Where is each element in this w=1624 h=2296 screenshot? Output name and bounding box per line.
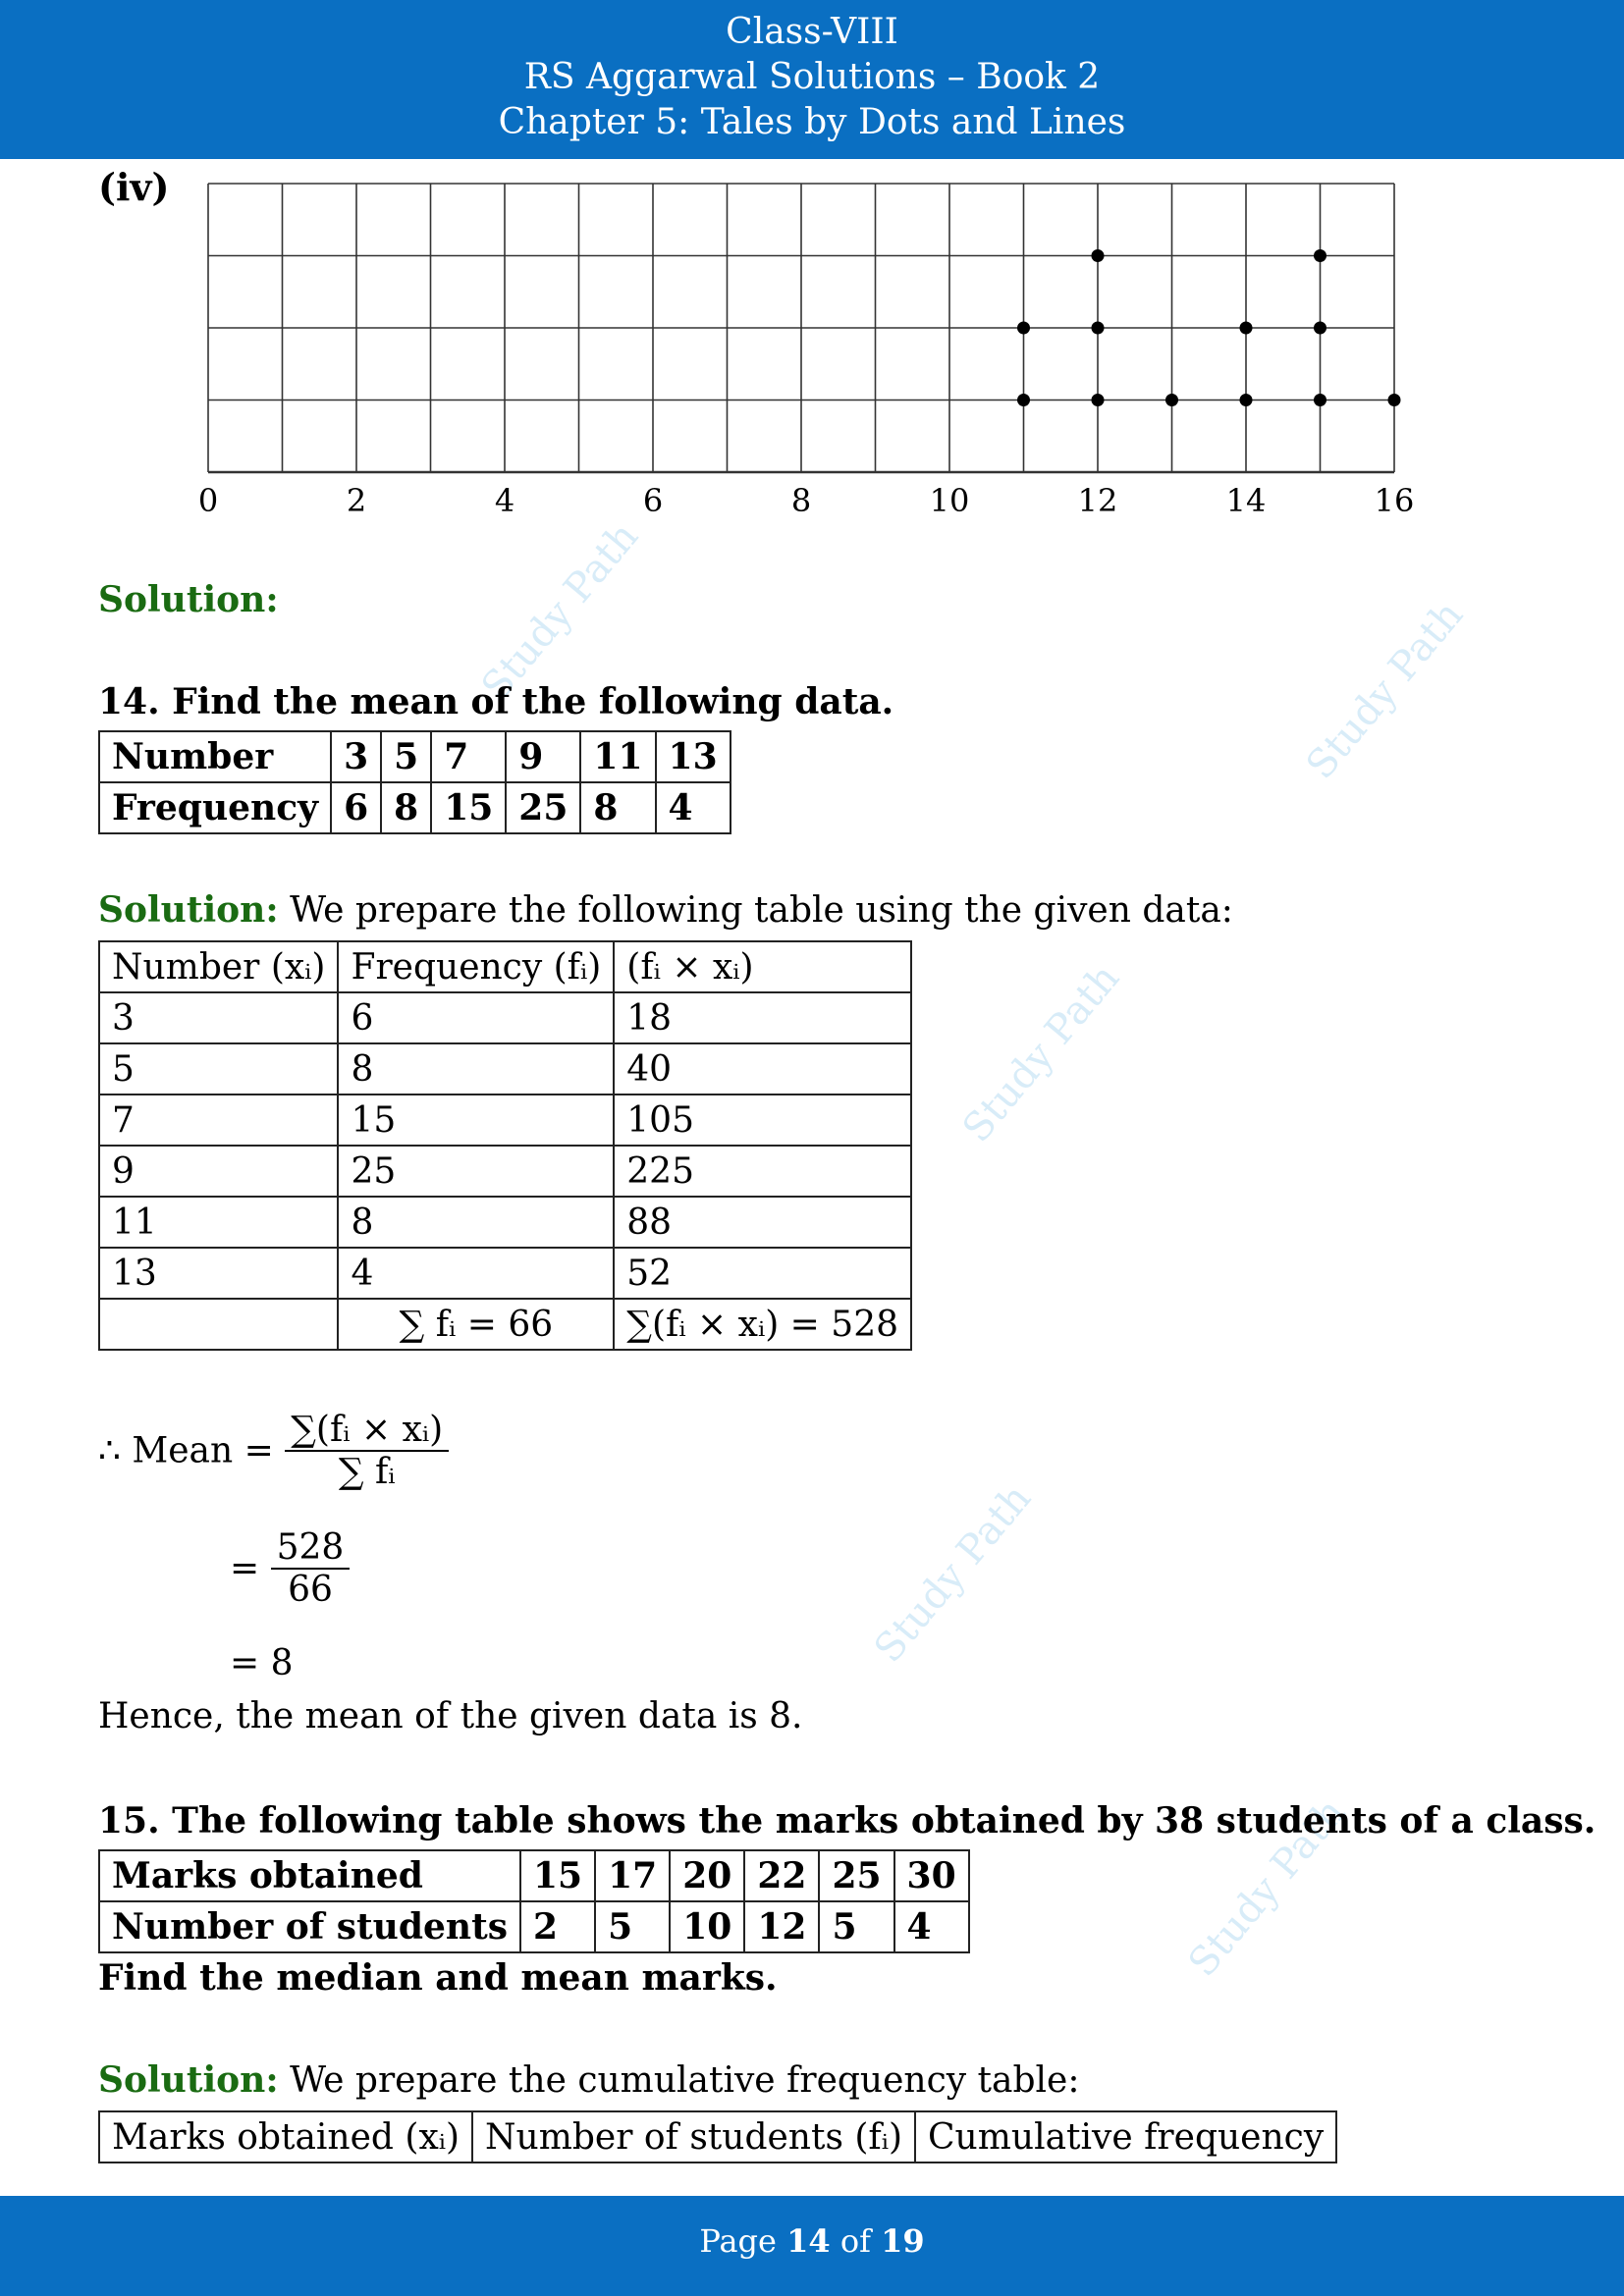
table-cell: 12 <box>744 1901 819 1952</box>
dot-point <box>1314 394 1326 406</box>
table-header: Marks obtained (xᵢ) <box>99 2111 472 2163</box>
header-book: RS Aggarwal Solutions – Book 2 <box>523 57 1101 97</box>
table-cell <box>99 1299 338 1350</box>
table-cell: 10 <box>670 1901 744 1952</box>
x-tick-label: 14 <box>1225 482 1267 519</box>
table-cell: 30 <box>894 1850 969 1901</box>
table-cell: Number <box>99 731 331 782</box>
table-cell: ∑ fᵢ = 66 <box>338 1299 614 1350</box>
table-header: Number of students (fᵢ) <box>472 2111 915 2163</box>
table-cell: 4 <box>894 1901 969 1952</box>
table-cell: 18 <box>614 992 911 1043</box>
dot-point <box>1092 249 1105 262</box>
dot-point <box>1017 394 1030 406</box>
dot-plot <box>196 177 1434 540</box>
table-header-row <box>99 2111 1336 2163</box>
table-header: (fᵢ × xᵢ) <box>614 941 911 992</box>
q14-title: 14. Find the mean of the following data. <box>98 681 894 722</box>
table-cell: 17 <box>595 1850 670 1901</box>
table-cell: 15 <box>338 1095 614 1146</box>
table-cell: 11 <box>580 731 655 782</box>
solution-label: Solution: <box>98 2059 279 2101</box>
table-cell: 2 <box>520 1901 595 1952</box>
table-cell: 25 <box>338 1146 614 1197</box>
table-cell: 5 <box>595 1901 670 1952</box>
table-cell: 5 <box>99 1043 338 1095</box>
table-cell: 8 <box>338 1197 614 1248</box>
solution-label: Solution: <box>98 579 279 620</box>
x-tick-label: 16 <box>1374 482 1415 519</box>
table-cell: 13 <box>99 1248 338 1299</box>
mean-prefix: ∴ Mean = <box>98 1430 274 1471</box>
solution-label: Solution: <box>98 889 279 931</box>
dot-point <box>1017 322 1030 335</box>
fraction-denominator: 66 <box>288 1570 333 1610</box>
page-total: 19 <box>881 2222 925 2260</box>
table-row <box>99 731 731 782</box>
table-header: Cumulative frequency <box>915 2111 1336 2163</box>
table-cell: 52 <box>614 1248 911 1299</box>
fraction-denominator: ∑ fᵢ <box>338 1452 396 1492</box>
page-footer <box>0 2196 1624 2296</box>
dot-point <box>1240 394 1253 406</box>
x-tick-label: 12 <box>1077 482 1118 519</box>
solution-text: We prepare the cumulative frequency table: <box>290 2060 1080 2101</box>
table-row <box>99 1197 911 1248</box>
dot-point <box>1165 394 1178 406</box>
table-cell: 7 <box>99 1095 338 1146</box>
table-cell: 15 <box>520 1850 595 1901</box>
table-cell: 5 <box>819 1901 893 1952</box>
table-header: Number (xᵢ) <box>99 941 338 992</box>
table-cell: 13 <box>656 731 731 782</box>
table-cell: 8 <box>381 782 431 833</box>
table-cell: 7 <box>431 731 506 782</box>
table-cell: 6 <box>338 992 614 1043</box>
value-fraction <box>271 1527 351 1610</box>
table-cell: 20 <box>670 1850 744 1901</box>
table-cell: 88 <box>614 1197 911 1248</box>
table-cell: 9 <box>506 731 580 782</box>
x-tick-label: 0 <box>197 482 219 519</box>
table-cell: 22 <box>744 1850 819 1901</box>
part-label: (iv) <box>98 165 170 209</box>
mean-fraction <box>285 1410 449 1492</box>
x-tick-label: 2 <box>346 482 367 519</box>
table-cell: 6 <box>331 782 381 833</box>
table-cell: ∑(fᵢ × xᵢ) = 528 <box>614 1299 911 1350</box>
table-header-row <box>99 941 911 992</box>
table-row <box>99 992 911 1043</box>
table-row <box>99 1248 911 1299</box>
watermark: Study Path <box>865 1475 1041 1672</box>
table-cell: 25 <box>819 1850 893 1901</box>
dot-point <box>1314 249 1326 262</box>
table-cell: 40 <box>614 1043 911 1095</box>
table-row <box>99 1850 969 1901</box>
table-cell: 4 <box>338 1248 614 1299</box>
table-cell: Marks obtained <box>99 1850 520 1901</box>
q14-calc-table <box>98 940 912 1351</box>
table-row <box>99 1095 911 1146</box>
dot-point <box>1092 394 1105 406</box>
table-cell: 3 <box>99 992 338 1043</box>
watermark: Study Path <box>953 955 1129 1151</box>
q15-title: 15. The following table shows the marks obtained by 38 students of a class. <box>98 1800 1597 1842</box>
page-header <box>0 0 1624 159</box>
table-cell: 5 <box>381 731 431 782</box>
of-word: of <box>839 2222 871 2260</box>
watermark: Study Path <box>1179 1789 1355 1986</box>
table-row <box>99 1043 911 1095</box>
header-chapter: Chapter 5: Tales by Dots and Lines <box>498 102 1126 142</box>
table-cell: 105 <box>614 1095 911 1146</box>
watermark: Study Path <box>472 513 648 710</box>
mean-result: = 8 <box>230 1643 294 1683</box>
q15-data-table <box>98 1849 970 1953</box>
dot-point <box>1388 394 1401 406</box>
q14-data-table <box>98 730 731 834</box>
table-row <box>99 1146 911 1197</box>
page-number: 14 <box>786 2222 831 2260</box>
table-cell: 225 <box>614 1146 911 1197</box>
q15-instruction: Find the median and mean marks. <box>98 1957 778 1999</box>
equals-sign: = <box>230 1548 260 1589</box>
q14-solution-line <box>98 889 1233 931</box>
q14-conclusion: Hence, the mean of the given data is 8. <box>98 1696 803 1736</box>
watermark: Study Path <box>1297 592 1473 788</box>
x-tick-label: 6 <box>642 482 664 519</box>
table-cell: 8 <box>338 1043 614 1095</box>
table-cell: 8 <box>580 782 655 833</box>
mean-formula <box>98 1410 449 1492</box>
table-cell: 15 <box>431 782 506 833</box>
fraction-numerator: ∑(fᵢ × xᵢ) <box>285 1410 449 1452</box>
q15-solution-line <box>98 2059 1079 2101</box>
table-cell: 3 <box>331 731 381 782</box>
q15-cf-table <box>98 2110 1337 2163</box>
mean-step-2 <box>230 1527 350 1610</box>
table-row <box>99 1901 969 1952</box>
table-header: Frequency (fᵢ) <box>338 941 614 992</box>
table-cell: Number of students <box>99 1901 520 1952</box>
dot-point <box>1314 322 1326 335</box>
table-cell: 9 <box>99 1146 338 1197</box>
solution-text: We prepare the following table using the given data: <box>290 890 1233 931</box>
x-tick-label: 10 <box>929 482 970 519</box>
page-word: Page <box>699 2222 777 2260</box>
table-cell: 25 <box>506 782 580 833</box>
table-cell: Frequency <box>99 782 331 833</box>
table-cell: 11 <box>99 1197 338 1248</box>
table-cell: 4 <box>656 782 731 833</box>
x-tick-label: 4 <box>494 482 515 519</box>
x-tick-label: 8 <box>790 482 812 519</box>
fraction-numerator: 528 <box>271 1527 351 1570</box>
dot-point <box>1092 322 1105 335</box>
dot-point <box>1240 322 1253 335</box>
header-class: Class-VIII <box>726 12 898 52</box>
table-row <box>99 782 731 833</box>
table-total-row <box>99 1299 911 1350</box>
